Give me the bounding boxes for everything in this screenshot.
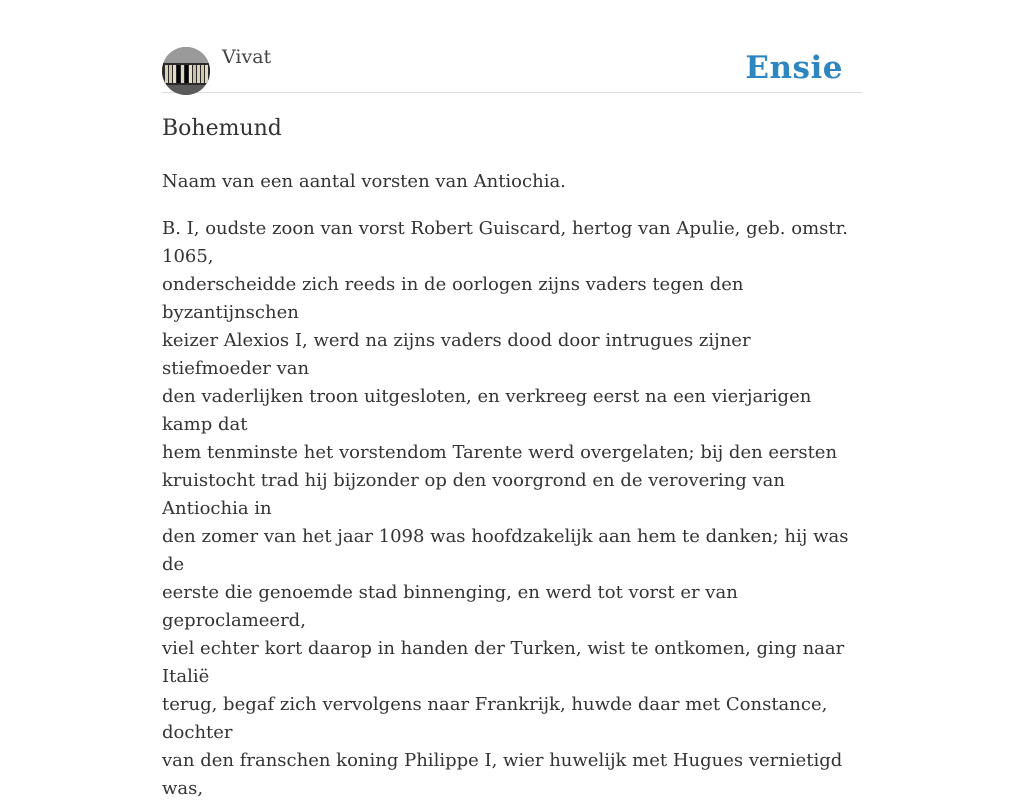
page-container: [162, 0, 862, 799]
article-intro: Naam van een aantal vorsten van Antiochia.: [162, 171, 566, 192]
header: [162, 0, 862, 93]
article-line: terug, begaf zich vervolgens naar Frankrijk, huwde daar met Constance, dochter: [162, 694, 828, 743]
article-title: Bohemund: [162, 116, 282, 141]
bookshelf-avatar-icon: [162, 47, 210, 95]
article-line: den zomer van het jaar 1098 was hoofdzakelijk aan hem te danken; hij was de: [162, 526, 849, 575]
article-line: keizer Alexios I, werd na zijns vaders dood door intrugues zijner stiefmoeder van: [162, 330, 751, 379]
article-line: onderscheidde zich reeds in de oorlogen zijns vaders tegen den byzantijnschen: [162, 274, 744, 323]
article-line: B. I, oudste zoon van vorst Robert Guiscard, hertog van Apulie, geb. omstr. 1065,: [162, 218, 848, 267]
article-line: den vaderlijken troon uitgesloten, en verkreeg eerst na een vierjarigen kamp dat: [162, 386, 812, 435]
brand-logo[interactable]: Ensie: [745, 50, 843, 86]
article-line: van den franschen koning Philippe I, wier huwelijk met Hugues vernietigd was,: [162, 750, 843, 799]
article-line: viel echter kort daarop in handen der Turken, wist te ontkomen, ging naar Italië: [162, 638, 845, 687]
source-name[interactable]: Vivat: [222, 46, 272, 68]
article-line: hem tenminste het vorstendom Tarente werd overgelaten; bij den eersten: [162, 442, 838, 463]
article-line: eerste die genoemde stad binnenging, en werd tot vorst er van geproclameerd,: [162, 582, 738, 631]
source-avatar[interactable]: [162, 47, 210, 95]
article-body: [162, 215, 862, 803]
article-line: kruistocht trad hij bijzonder op den voorgrond en de verovering van Antiochia in: [162, 470, 785, 519]
